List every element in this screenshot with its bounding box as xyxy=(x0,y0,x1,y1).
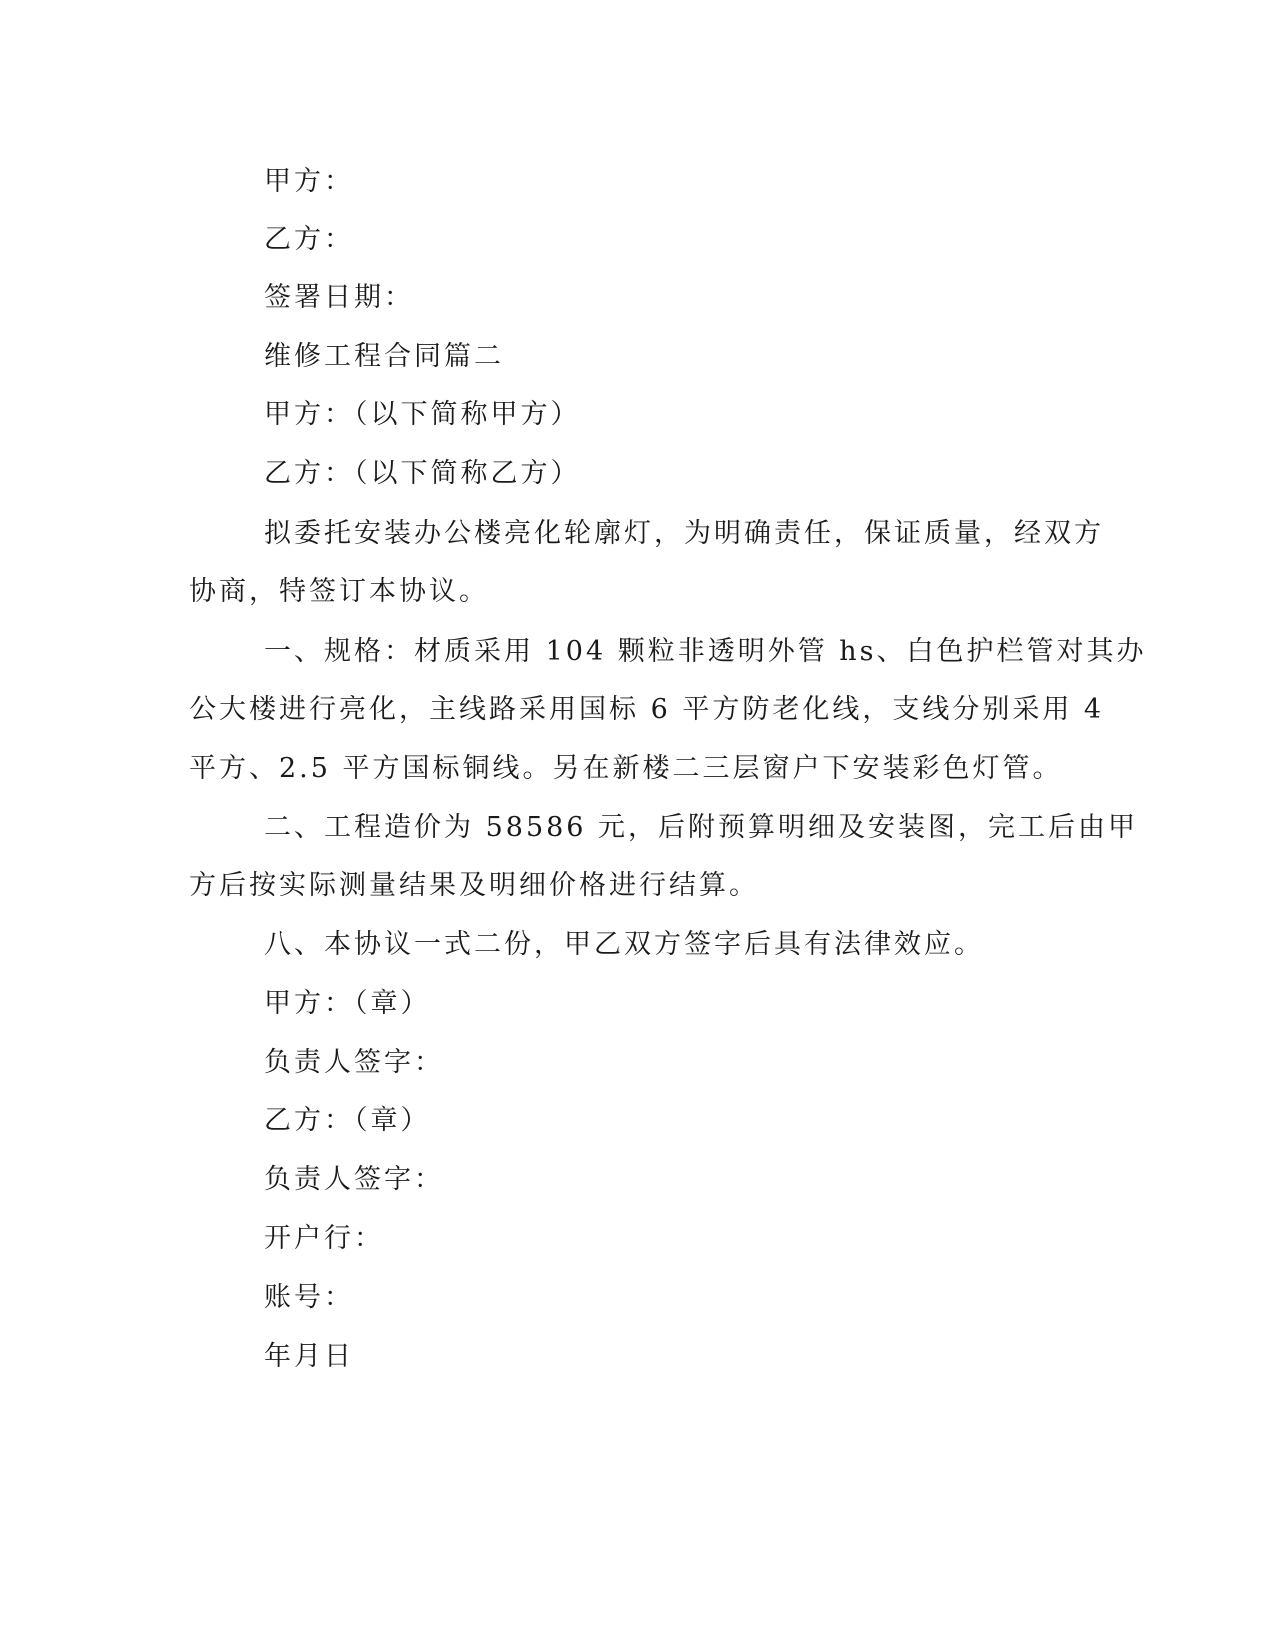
party-b-definition: 乙方：（以下简称乙方） xyxy=(264,458,581,489)
clause-8: 八、本协议一式二份，甲乙双方签字后具有法律效应。 xyxy=(264,929,984,960)
bank-label: 开户行： xyxy=(264,1223,384,1254)
clause-1-line-1: 一、规格：材质采用 104 颗粒非透明外管 hs、白色护栏管对其办 xyxy=(264,636,1147,667)
clause-2-line-1: 二、工程造价为 58586 元，后附预算明细及安装图，完工后由甲 xyxy=(264,812,1139,843)
party-b-seal: 乙方：（章） xyxy=(264,1105,431,1136)
account-label: 账号： xyxy=(264,1282,354,1313)
party-b-label: 乙方： xyxy=(264,224,354,255)
party-a-seal: 甲方：（章） xyxy=(264,988,431,1019)
date-ymd: 年月日 xyxy=(264,1341,354,1372)
party-a-label: 甲方： xyxy=(264,166,354,197)
intro-paragraph-line-2: 协商，特签订本协议。 xyxy=(189,576,489,607)
party-a-definition: 甲方：（以下简称甲方） xyxy=(264,399,581,430)
party-a-signatory: 负责人签字： xyxy=(264,1047,444,1078)
clause-1-line-2: 公大楼进行亮化，主线路采用国标 6 平方防老化线，支线分别采用 4 xyxy=(189,694,1105,725)
section-title: 维修工程合同篇二 xyxy=(264,341,504,372)
signing-date-label: 签署日期： xyxy=(264,282,414,313)
intro-paragraph-line-1: 拟委托安装办公楼亮化轮廓灯，为明确责任，保证质量，经双方 xyxy=(264,518,1104,549)
clause-1-line-3: 平方、2.5 平方国标铜线。另在新楼二三层窗户下安装彩色灯管。 xyxy=(189,753,1063,784)
clause-2-line-2: 方后按实际测量结果及明细价格进行结算。 xyxy=(189,870,759,901)
party-b-signatory: 负责人签字： xyxy=(264,1164,444,1195)
